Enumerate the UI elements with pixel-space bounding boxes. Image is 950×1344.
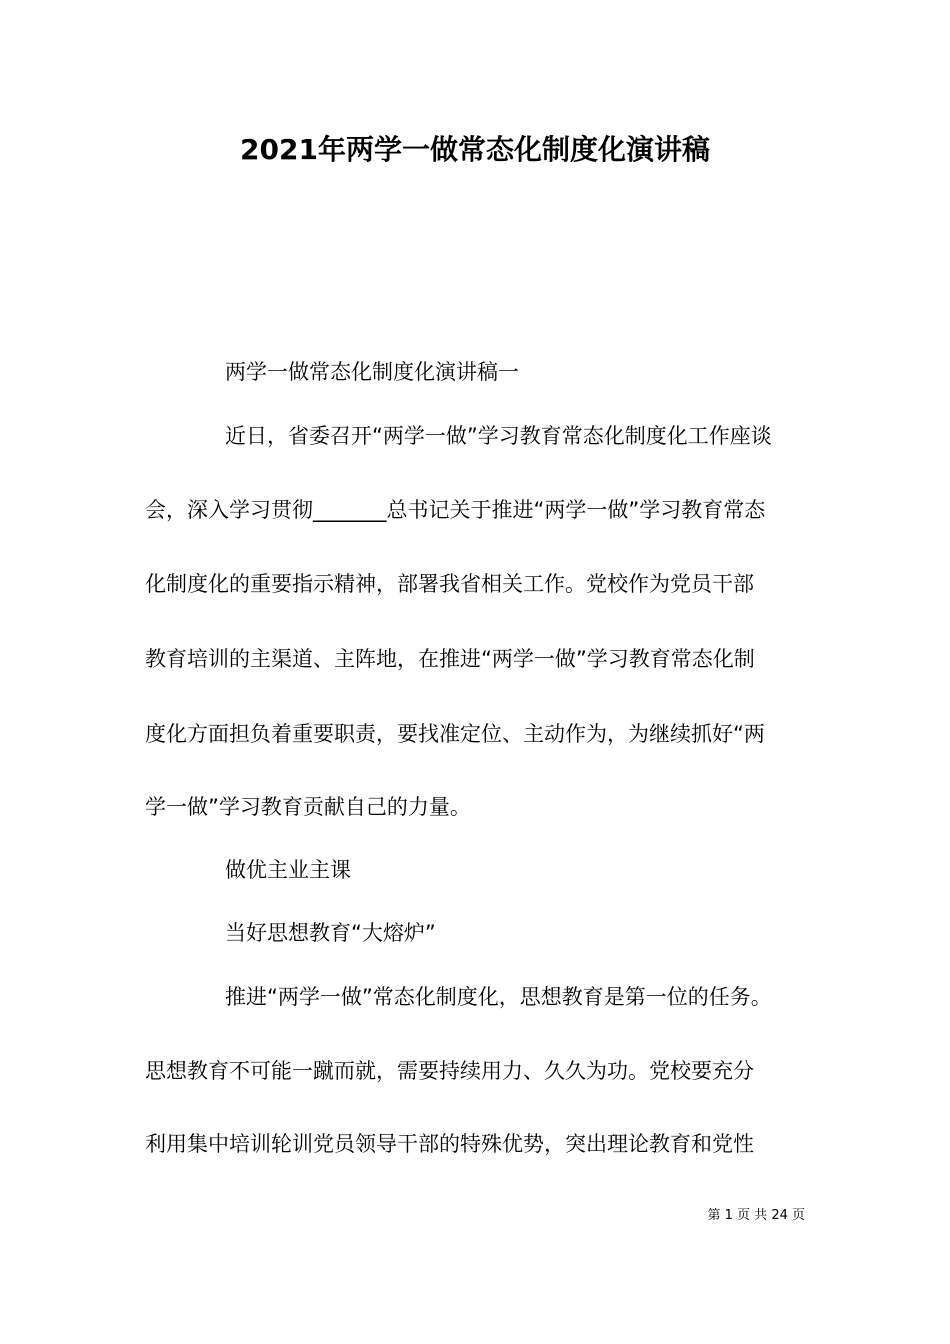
paragraph-line: 近日，省委召开“两学一做”学习教育常态化制度化工作座谈: [225, 424, 772, 448]
paragraph-line: 思想教育不可能一蹴而就，需要持续用力、久久为功。党校要充分: [145, 1059, 754, 1083]
paragraph-line: 度化方面担负着重要职责，要找准定位、主动作为，为继续抓好“两: [145, 722, 765, 746]
paragraph-line: 会，深入学习贯彻_______总书记关于推进“两学一做”学习教育常态: [145, 498, 766, 522]
section-heading: 两学一做常态化制度化演讲稿一: [225, 360, 519, 384]
paragraph-line: 利用集中培训轮训党员领导干部的特殊优势，突出理论教育和党性: [145, 1132, 754, 1156]
paragraph-line: 教育培训的主渠道、主阵地，在推进“两学一做”学习教育常态化制: [145, 647, 755, 671]
paragraph-line: 化制度化的重要指示精神，部署我省相关工作。党校作为党员干部: [145, 572, 754, 596]
subheading: 做优主业主课: [225, 858, 351, 882]
subheading: 当好思想教育“大熔炉”: [225, 921, 436, 945]
paragraph-line: 学一做”学习教育贡献自己的力量。: [145, 795, 471, 819]
page-number: 第 1 页 共 24 页: [707, 1208, 805, 1223]
document-title: 2021年两学一做常态化制度化演讲稿: [240, 133, 710, 166]
paragraph-line: 推进“两学一做”常态化制度化，思想教育是第一位的任务。: [225, 985, 772, 1009]
